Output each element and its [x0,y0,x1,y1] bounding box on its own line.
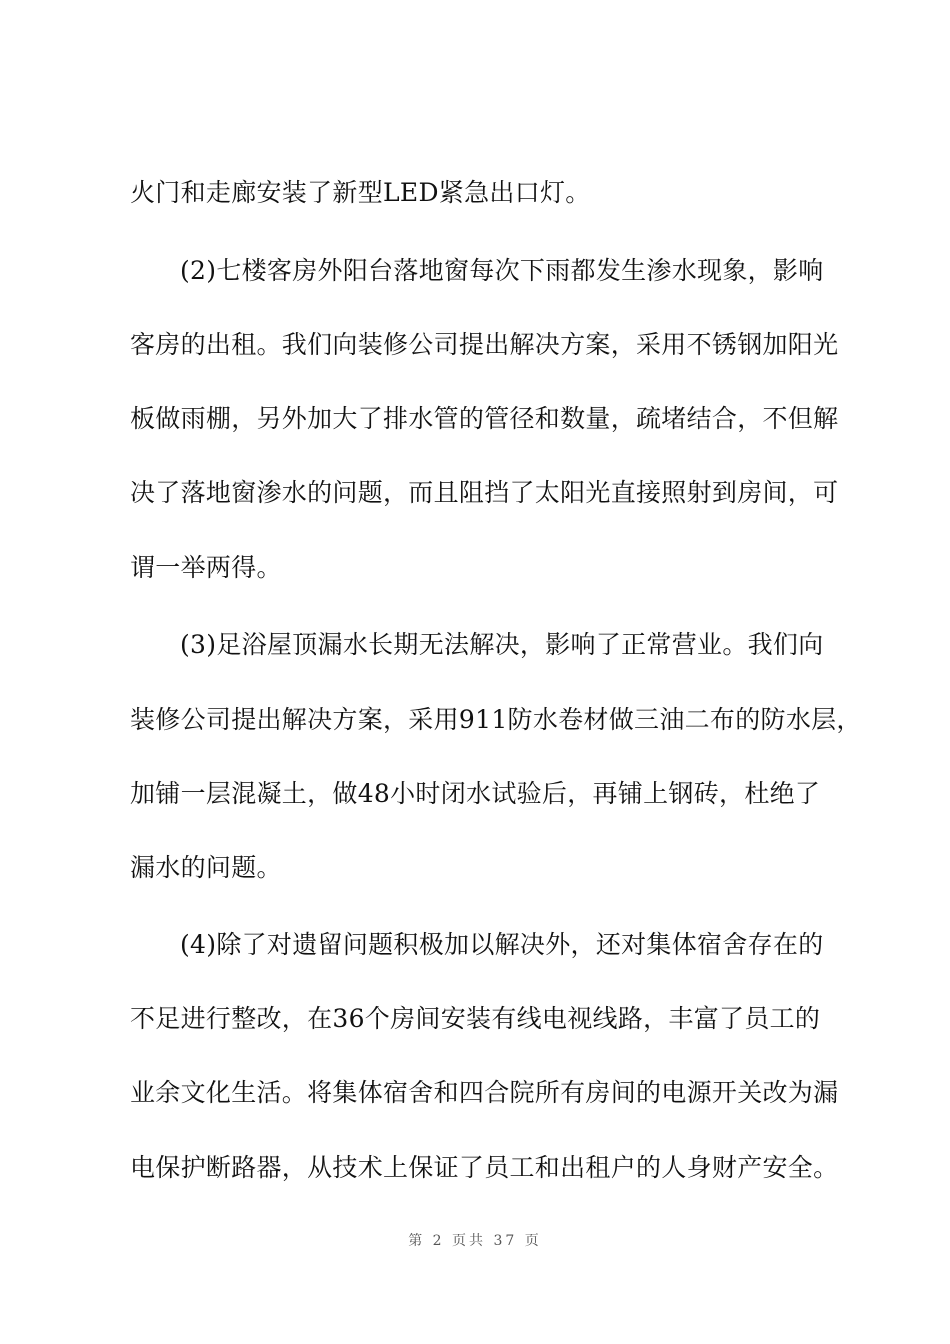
paragraph-line: 电保护断路器，从技术上保证了员工和出租户的人身财产安全。 [130,1153,839,1182]
paragraph-line: (3)足浴屋顶漏水长期无法解决，影响了正常营业。我们向 [180,630,824,659]
paragraph-line: (2)七楼客房外阳台落地窗每次下雨都发生渗水现象，影响 [180,256,824,285]
paragraph-line: (4)除了对遗留问题积极加以解决外，还对集体宿舍存在的 [180,930,824,959]
paragraph-line: 板做雨棚，另外加大了排水管的管径和数量，疏堵结合，不但解 [130,404,839,433]
paragraph-line: 客房的出租。我们向装修公司提出解决方案，采用不锈钢加阳光 [130,330,839,359]
paragraph-line: 业余文化生活。将集体宿舍和四合院所有房间的电源开关改为漏 [130,1078,839,1107]
page-number-footer: 第 2 页共 37 页 [408,1233,542,1249]
paragraph-line: 加铺一层混凝土，做48小时闭水试验后，再铺上钢砖，杜绝了 [130,779,821,808]
paragraph-line: 谓一举两得。 [130,553,282,582]
paragraph-line: 不足进行整改，在36个房间安装有线电视线路，丰富了员工的 [130,1004,821,1033]
paragraph-line: 决了落地窗渗水的问题，而且阻挡了太阳光直接照射到房间，可 [130,478,839,507]
paragraph-line: 装修公司提出解决方案，采用911防水卷材做三油二布的防水层， [130,705,862,734]
paragraph-line: 火门和走廊安装了新型LED紧急出口灯。 [130,178,591,207]
paragraph-line: 漏水的问题。 [130,853,282,882]
